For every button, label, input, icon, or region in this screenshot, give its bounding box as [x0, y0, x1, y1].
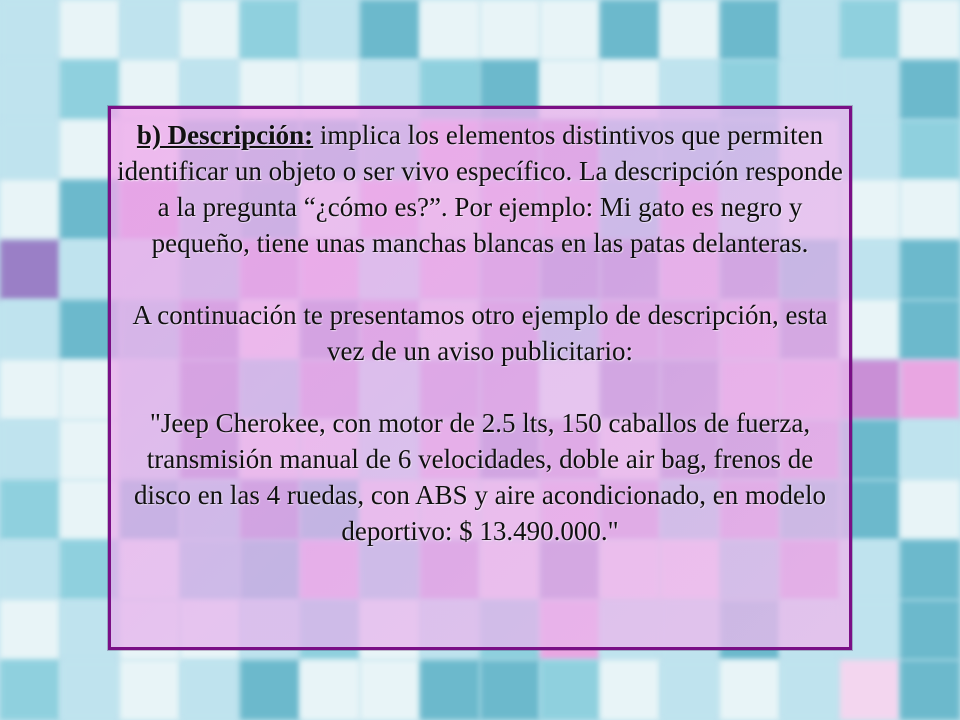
mosaic-tile [60, 0, 120, 60]
mosaic-tile [300, 0, 360, 60]
mosaic-tile [900, 120, 960, 180]
mosaic-tile [900, 180, 960, 240]
mosaic-tile [360, 660, 420, 720]
mosaic-tile [600, 660, 660, 720]
mosaic-tile [900, 0, 960, 60]
mosaic-tile [240, 660, 300, 720]
mosaic-tile [0, 600, 60, 660]
description-heading: b) Descripción: [136, 120, 314, 150]
text-panel [108, 106, 852, 650]
mosaic-tile [0, 60, 60, 120]
slide-text [117, 117, 843, 549]
mosaic-tile [180, 660, 240, 720]
mosaic-tile [720, 660, 780, 720]
mosaic-tile [0, 120, 60, 180]
mosaic-tile [360, 0, 420, 60]
mosaic-tile [0, 360, 60, 420]
mosaic-tile [180, 0, 240, 60]
mosaic-tile [480, 0, 540, 60]
intro-paragraph: A continuación te presentamos otro ejemplo de descripción, esta vez de un aviso publicitario: [132, 300, 828, 366]
mosaic-tile [900, 360, 960, 420]
mosaic-tile [900, 60, 960, 120]
mosaic-tile [300, 660, 360, 720]
mosaic-tile [780, 0, 840, 60]
mosaic-tile [120, 0, 180, 60]
mosaic-tile [0, 420, 60, 480]
mosaic-tile [0, 480, 60, 540]
mosaic-tile [900, 660, 960, 720]
ad-quote-paragraph: "Jeep Cherokee, con motor de 2.5 lts, 150 caballos de fuerza, transmisión manual de 6 velocidades, doble air bag, frenos de disco en las 4 ruedas, con ABS y aire acondicionado, en modelo deportivo: $ 13.490.000." [133, 408, 827, 546]
mosaic-tile [540, 0, 600, 60]
mosaic-tile [840, 0, 900, 60]
mosaic-tile [900, 540, 960, 600]
mosaic-tile [420, 0, 480, 60]
mosaic-tile [0, 240, 60, 300]
description-paragraph [117, 117, 843, 261]
mosaic-tile [0, 540, 60, 600]
mosaic-tile [900, 420, 960, 480]
mosaic-tile [0, 300, 60, 360]
mosaic-tile [420, 660, 480, 720]
mosaic-tile [900, 240, 960, 300]
mosaic-tile [900, 300, 960, 360]
mosaic-tile [600, 0, 660, 60]
mosaic-tile [480, 660, 540, 720]
mosaic-tile [0, 0, 60, 60]
mosaic-tile [660, 660, 720, 720]
mosaic-tile [780, 660, 840, 720]
mosaic-tile [540, 660, 600, 720]
mosaic-tile [900, 600, 960, 660]
mosaic-tile [900, 480, 960, 540]
mosaic-tile [0, 660, 60, 720]
mosaic-tile [60, 660, 120, 720]
description-body: implica los elementos distintivos que permiten identificar un objeto o ser vivo específico. La descripción responde a la pregunta “¿cómo es?”. Por ejemplo: Mi gato es negro y pequeño, tiene unas manchas blancas en las patas delanteras. [117, 120, 843, 258]
mosaic-tile [120, 660, 180, 720]
mosaic-tile [840, 660, 900, 720]
mosaic-tile [720, 0, 780, 60]
mosaic-tile [240, 0, 300, 60]
mosaic-tile [660, 0, 720, 60]
mosaic-tile [0, 180, 60, 240]
